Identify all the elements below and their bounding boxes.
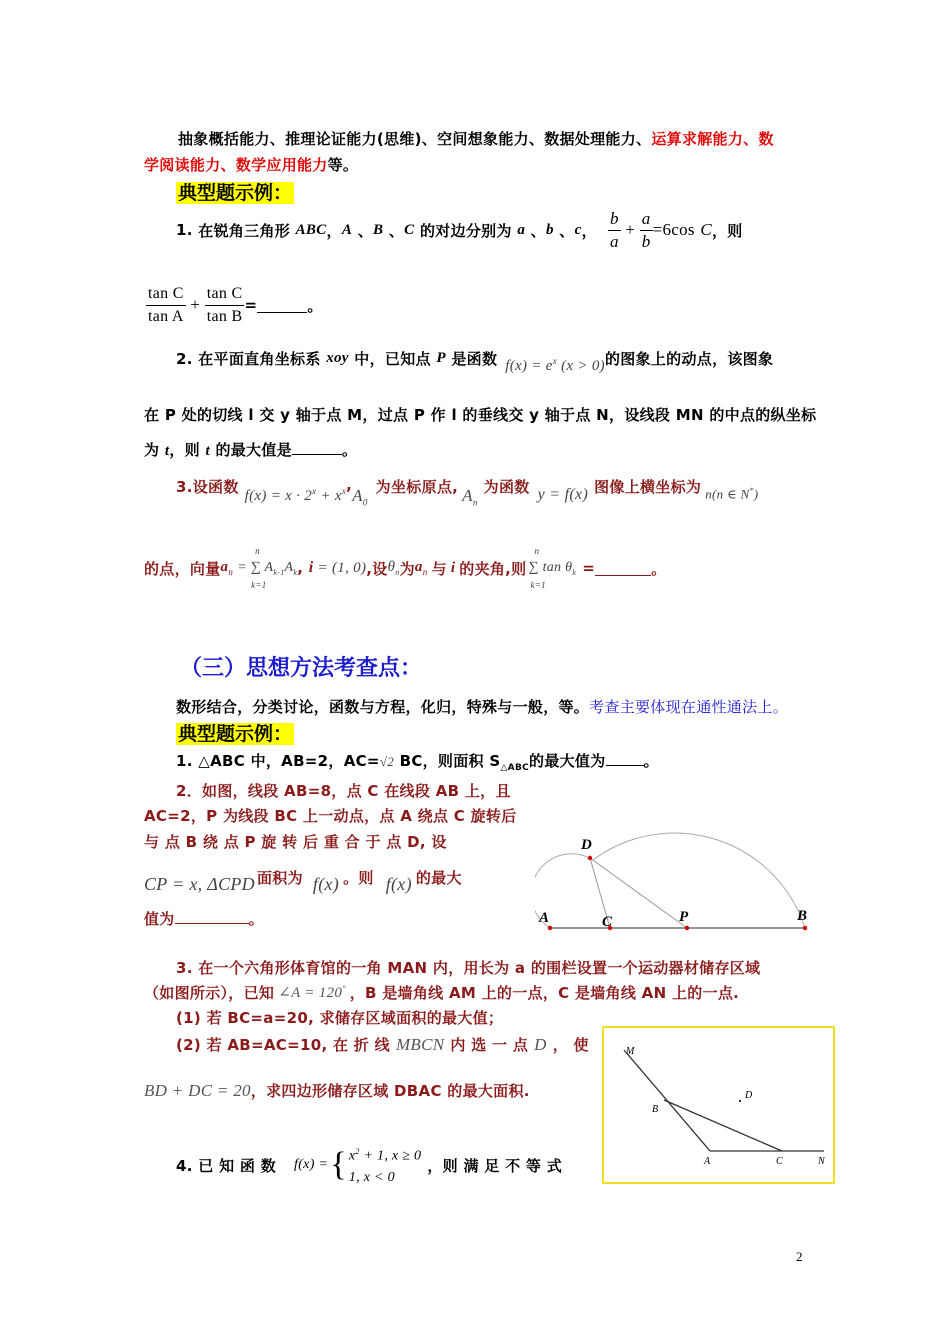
p2-cp-expression: CP = x, ΔCPD bbox=[144, 874, 255, 894]
q2-P: P bbox=[436, 350, 446, 366]
q1-c: c bbox=[574, 221, 582, 238]
p3-sub-2-text-b: 内 选 一 点 bbox=[450, 1036, 529, 1054]
q3-i-value: = (1, 0) bbox=[317, 559, 367, 576]
p2-label-d: D bbox=[581, 837, 592, 853]
q1-then: ，则 bbox=[711, 221, 743, 240]
p2-figure bbox=[535, 785, 825, 935]
q2-text-c: 是函数 bbox=[451, 350, 498, 368]
p3-label-n: N bbox=[818, 1156, 825, 1167]
q3-answer-blank bbox=[595, 561, 651, 576]
q3-equals: = bbox=[582, 559, 596, 577]
q3-n-cond: n(n ∈ N*) bbox=[705, 486, 759, 502]
q1-C: C bbox=[404, 221, 415, 238]
p2-then: 。则 bbox=[343, 869, 374, 887]
p3-angle: ∠A = 120° bbox=[278, 984, 346, 1001]
examples-heading-2-text: 典型题示例： bbox=[178, 723, 293, 745]
q3-is-func: 为函数 bbox=[483, 478, 530, 496]
question-2-line-2 bbox=[144, 404, 816, 425]
section-3-title: （三）思想方法考查点： bbox=[180, 656, 423, 681]
p3-sub-2 bbox=[176, 1034, 589, 1055]
p2-point-p bbox=[685, 926, 689, 930]
q1-B: B bbox=[373, 221, 384, 238]
p2-max: 的最大 bbox=[415, 869, 462, 887]
question-2-line-3 bbox=[144, 439, 357, 460]
p2-line-4 bbox=[144, 860, 462, 895]
methods-text: 数形结合，分类讨论，函数与方程，化归，特殊与一般，等。 bbox=[176, 698, 590, 716]
q1-triangle: ABC bbox=[295, 221, 327, 238]
p3-figure-box bbox=[602, 1026, 835, 1184]
q3-img: 图像上横坐标为 bbox=[594, 478, 702, 496]
q2-xoy: xoy bbox=[326, 350, 349, 366]
q1-number: 1. bbox=[176, 221, 193, 239]
q1-answer-blank bbox=[257, 298, 307, 313]
p2-value-text: 值为 bbox=[144, 910, 175, 928]
q1-fraction-1: $\frac{b}{a}$ bbox=[609, 208, 619, 251]
q3-theta: $\theta_n$ bbox=[387, 559, 400, 577]
p4-case-1: $x^2 + 1$, x ≥ 0 bbox=[348, 1146, 422, 1164]
q3-vector-i: i bbox=[308, 559, 314, 576]
page-number: 2 bbox=[796, 1249, 803, 1264]
p3-line-2 bbox=[144, 982, 739, 1003]
p3-sub-2-text: (2) 若 AB=AC=10, 在 折 线 bbox=[176, 1036, 390, 1054]
q3-An: $A_n$ bbox=[462, 486, 478, 508]
q3-vector-a: $a_n$ bbox=[220, 559, 234, 577]
p3-known: （如图所示），已知 bbox=[144, 984, 275, 1002]
q1-tan-fraction-2: $\frac{\text{tan C}}{\text{tan B}}$ bbox=[205, 283, 245, 328]
q3-yfx: y = f(x) bbox=[537, 486, 589, 503]
q2-end: 。 bbox=[341, 441, 358, 459]
p3-D: D bbox=[534, 1034, 547, 1054]
q2-line-2: 在 P 处的切线 l 交 y 轴于点 M，过点 P 作 l 的垂线交 y 轴于点 N，设线段 MN 的中点的纵坐标 bbox=[144, 406, 817, 424]
q3-lead: 3.设函数 bbox=[176, 478, 239, 496]
question-3-line-2: 的点，向量 $a_n$ n = ∑ $A_{k-1}A_k$ k=1 , i = (1, 0) ,设 $\theta_n$ 为 $a_n$ 与 i 的夹角,则 n ∑ $\tan \theta_k$ k=1 = 。 bbox=[144, 545, 667, 590]
methods-blue-text: 考查主要体现在通性通法上。 bbox=[589, 698, 789, 716]
q3-with: 与 bbox=[431, 559, 447, 578]
p2-label-c: C bbox=[602, 914, 613, 930]
q2-t: t bbox=[164, 443, 170, 459]
p2-label-a: A bbox=[539, 910, 550, 926]
p4-then: ，则 满 足 不 等 式 bbox=[427, 1156, 563, 1175]
p3-line-1: 3. 在一个六角形体育馆的一角 MAN 内，用长为 a 的围栏设置一个运动器材储存区域 bbox=[176, 959, 761, 977]
intro-text-2: 等。 bbox=[327, 156, 359, 174]
p3-point-d bbox=[739, 1100, 741, 1102]
p2-label-b: B bbox=[797, 908, 808, 924]
q3-is-angle: 为 bbox=[399, 559, 415, 578]
problem-4: 4. 已 知 函 数 f(x) = { $x^2 + 1$, x ≥ 0 1, x < 0 ，则 满 足 不 等 式 bbox=[176, 1140, 562, 1190]
q3-sum: n = ∑ $A_{k-1}A_k$ k=1 bbox=[237, 545, 298, 590]
p3-label-c: C bbox=[776, 1156, 783, 1167]
q3-sum-tan: n ∑ $\tan \theta_k$ k=1 bbox=[528, 545, 577, 590]
p3-figure bbox=[604, 1028, 833, 1182]
question-1-expression: $\frac{\text{tan C}}{\text{tan A}}$ + $\frac{\text{tan C}}{\text{tan B}}$ = 。 bbox=[146, 280, 323, 330]
question-1: 1. 在锐角三角形 ABC ， A 、 B 、 C 的对边分别为 a 、 b 、 c ， $\frac{b}{a}$ + $\frac{a}{b}$ =6cos C ，则 bbox=[176, 208, 743, 251]
p4-text: 4. 已 知 函 数 bbox=[176, 1156, 277, 1175]
q2-text: 2. 在平面直角坐标系 bbox=[176, 350, 321, 368]
p3-label-m: M bbox=[626, 1046, 635, 1057]
p3-label-a: A bbox=[704, 1156, 711, 1167]
p2-answer-blank bbox=[175, 909, 249, 924]
q3-vector-a-2: $a_n$ bbox=[414, 559, 428, 577]
p1-text-c: 的最大值为 bbox=[529, 752, 606, 770]
p2-end: 。 bbox=[248, 910, 264, 928]
p3-label-b: B bbox=[652, 1104, 659, 1115]
q2-function: $f(x) = e^x$ (x > 0) bbox=[505, 356, 605, 374]
p1-sqrt: √2 bbox=[379, 754, 395, 769]
p3-sub-2-text-d: ，求四边形储存区域 DBAC 的最大面积. bbox=[250, 1082, 530, 1100]
question-3-line-1: 3.设函数 $f(x) = x \cdot 2^x + x^x$ , $A_0$ 为坐标原点, $A_n$ 为函数 y = f(x) 图像上横坐标为 n(n ∈ N*) bbox=[176, 476, 759, 508]
p3-line-bc bbox=[664, 1100, 782, 1151]
p1-text: 1. △ABC 中，AB=2，AC= bbox=[176, 752, 380, 770]
p2-line-1: 2．如图，线段 AB=8，点 C 在线段 AB 上，且 bbox=[176, 782, 511, 800]
q2-t-2: t bbox=[205, 443, 210, 459]
p2-area: 面积为 bbox=[256, 869, 303, 887]
q1-text-2: 的对边分别为 bbox=[419, 221, 512, 240]
examples-heading bbox=[176, 178, 294, 205]
q2-answer-blank bbox=[292, 440, 342, 455]
q2-for: 为 bbox=[144, 441, 160, 459]
q3-vector-i-2: i bbox=[450, 559, 456, 576]
q3-A0: $A_0$ bbox=[352, 486, 368, 508]
p1-answer-blank bbox=[606, 751, 644, 766]
p2-label-p: P bbox=[679, 909, 689, 925]
q3-end: 。 bbox=[651, 559, 667, 578]
p4-case-2: 1, x < 0 bbox=[348, 1170, 395, 1186]
p3-sub-2-text-c: ， 使 bbox=[552, 1036, 589, 1054]
p3-sub-1: (1) 若 BC=a=20, 求储存区域面积的最大值； bbox=[176, 1009, 504, 1027]
question-2-line-1 bbox=[176, 342, 773, 375]
p2-line-5 bbox=[144, 908, 264, 929]
q1-equals: = bbox=[244, 296, 258, 314]
p2-fx: f(x) bbox=[312, 874, 340, 894]
p2-point-b bbox=[803, 926, 807, 930]
p3-line-bddc bbox=[144, 1080, 530, 1101]
intro-text: 抽象概括能力、推理论证能力(思维)、空间想象能力、数据处理能力、 bbox=[178, 130, 652, 148]
p3-label-d: D bbox=[745, 1090, 753, 1101]
p1-end: 。 bbox=[643, 752, 659, 770]
p1-sub: △ABC bbox=[500, 763, 530, 773]
q1-A: A bbox=[341, 221, 353, 238]
q3-angle-end: 的夹角,则 bbox=[459, 559, 527, 578]
q3-set-theta: ,设 bbox=[366, 559, 388, 578]
p2-fx-2: f(x) bbox=[385, 874, 412, 894]
p2-point-a bbox=[548, 926, 552, 930]
q2-text-d: 的图象上的动点，该图象 bbox=[604, 350, 774, 368]
q1-a: a bbox=[517, 221, 526, 238]
methods-line bbox=[176, 696, 788, 717]
q3-function: $f(x) = x \cdot 2^x + x^x$ bbox=[244, 486, 347, 504]
q1-end: 。 bbox=[307, 296, 323, 315]
p4-fx: f(x) = bbox=[294, 1157, 329, 1172]
p1-text-b: BC，则面积 S bbox=[394, 752, 501, 770]
p2-line-2: AC=2，P 为线段 BC 上一动点，点 A 绕点 C 旋转后 bbox=[144, 807, 517, 825]
p2-point-d bbox=[588, 856, 592, 860]
p4-cases bbox=[349, 1141, 421, 1190]
intro-red-text-2: 学阅读能力、数学应用能力 bbox=[144, 156, 328, 174]
p2-line-3: 与 点 B 绕 点 P 旋 转 后 重 合 于 点 D, 设 bbox=[144, 833, 447, 851]
p3-line-ma bbox=[624, 1050, 710, 1151]
intro-red-text: 运算求解能力、数 bbox=[651, 130, 774, 148]
q1-eq-C: C bbox=[700, 220, 712, 239]
q2-then: ，则 bbox=[169, 441, 200, 459]
q1-equation: =6cos bbox=[652, 220, 695, 239]
examples-heading-2 bbox=[176, 719, 294, 746]
q1-b: b bbox=[545, 221, 554, 238]
p2-arc-large bbox=[593, 833, 808, 928]
q2-text-b: 中，已知点 bbox=[354, 350, 431, 368]
q1-tan-fraction-1: $\frac{\text{tan C}}{\text{tan A}}$ bbox=[146, 283, 186, 328]
q1-fraction-2: $\frac{a}{b}$ bbox=[641, 208, 651, 251]
p3-bddc: BD + DC = 20 bbox=[144, 1080, 251, 1100]
examples-heading-text: 典型题示例： bbox=[178, 182, 293, 204]
intro-line-2 bbox=[144, 154, 358, 175]
q3-origin: 为坐标原点, bbox=[375, 478, 459, 496]
q1-comma: ， bbox=[326, 221, 342, 240]
q1-text: 在锐角三角形 bbox=[198, 221, 291, 240]
q2-max: 的最大值是 bbox=[215, 441, 292, 459]
p3-mbcn: MBCN bbox=[395, 1034, 445, 1054]
q3-vector-text: 的点，向量 bbox=[144, 559, 221, 578]
problem-1 bbox=[176, 750, 659, 773]
intro-line-1 bbox=[178, 128, 774, 149]
p3-line-2-rest: ，B 是墙角线 AM 上的一点，C 是墙角线 AN 上的一点. bbox=[349, 984, 740, 1002]
